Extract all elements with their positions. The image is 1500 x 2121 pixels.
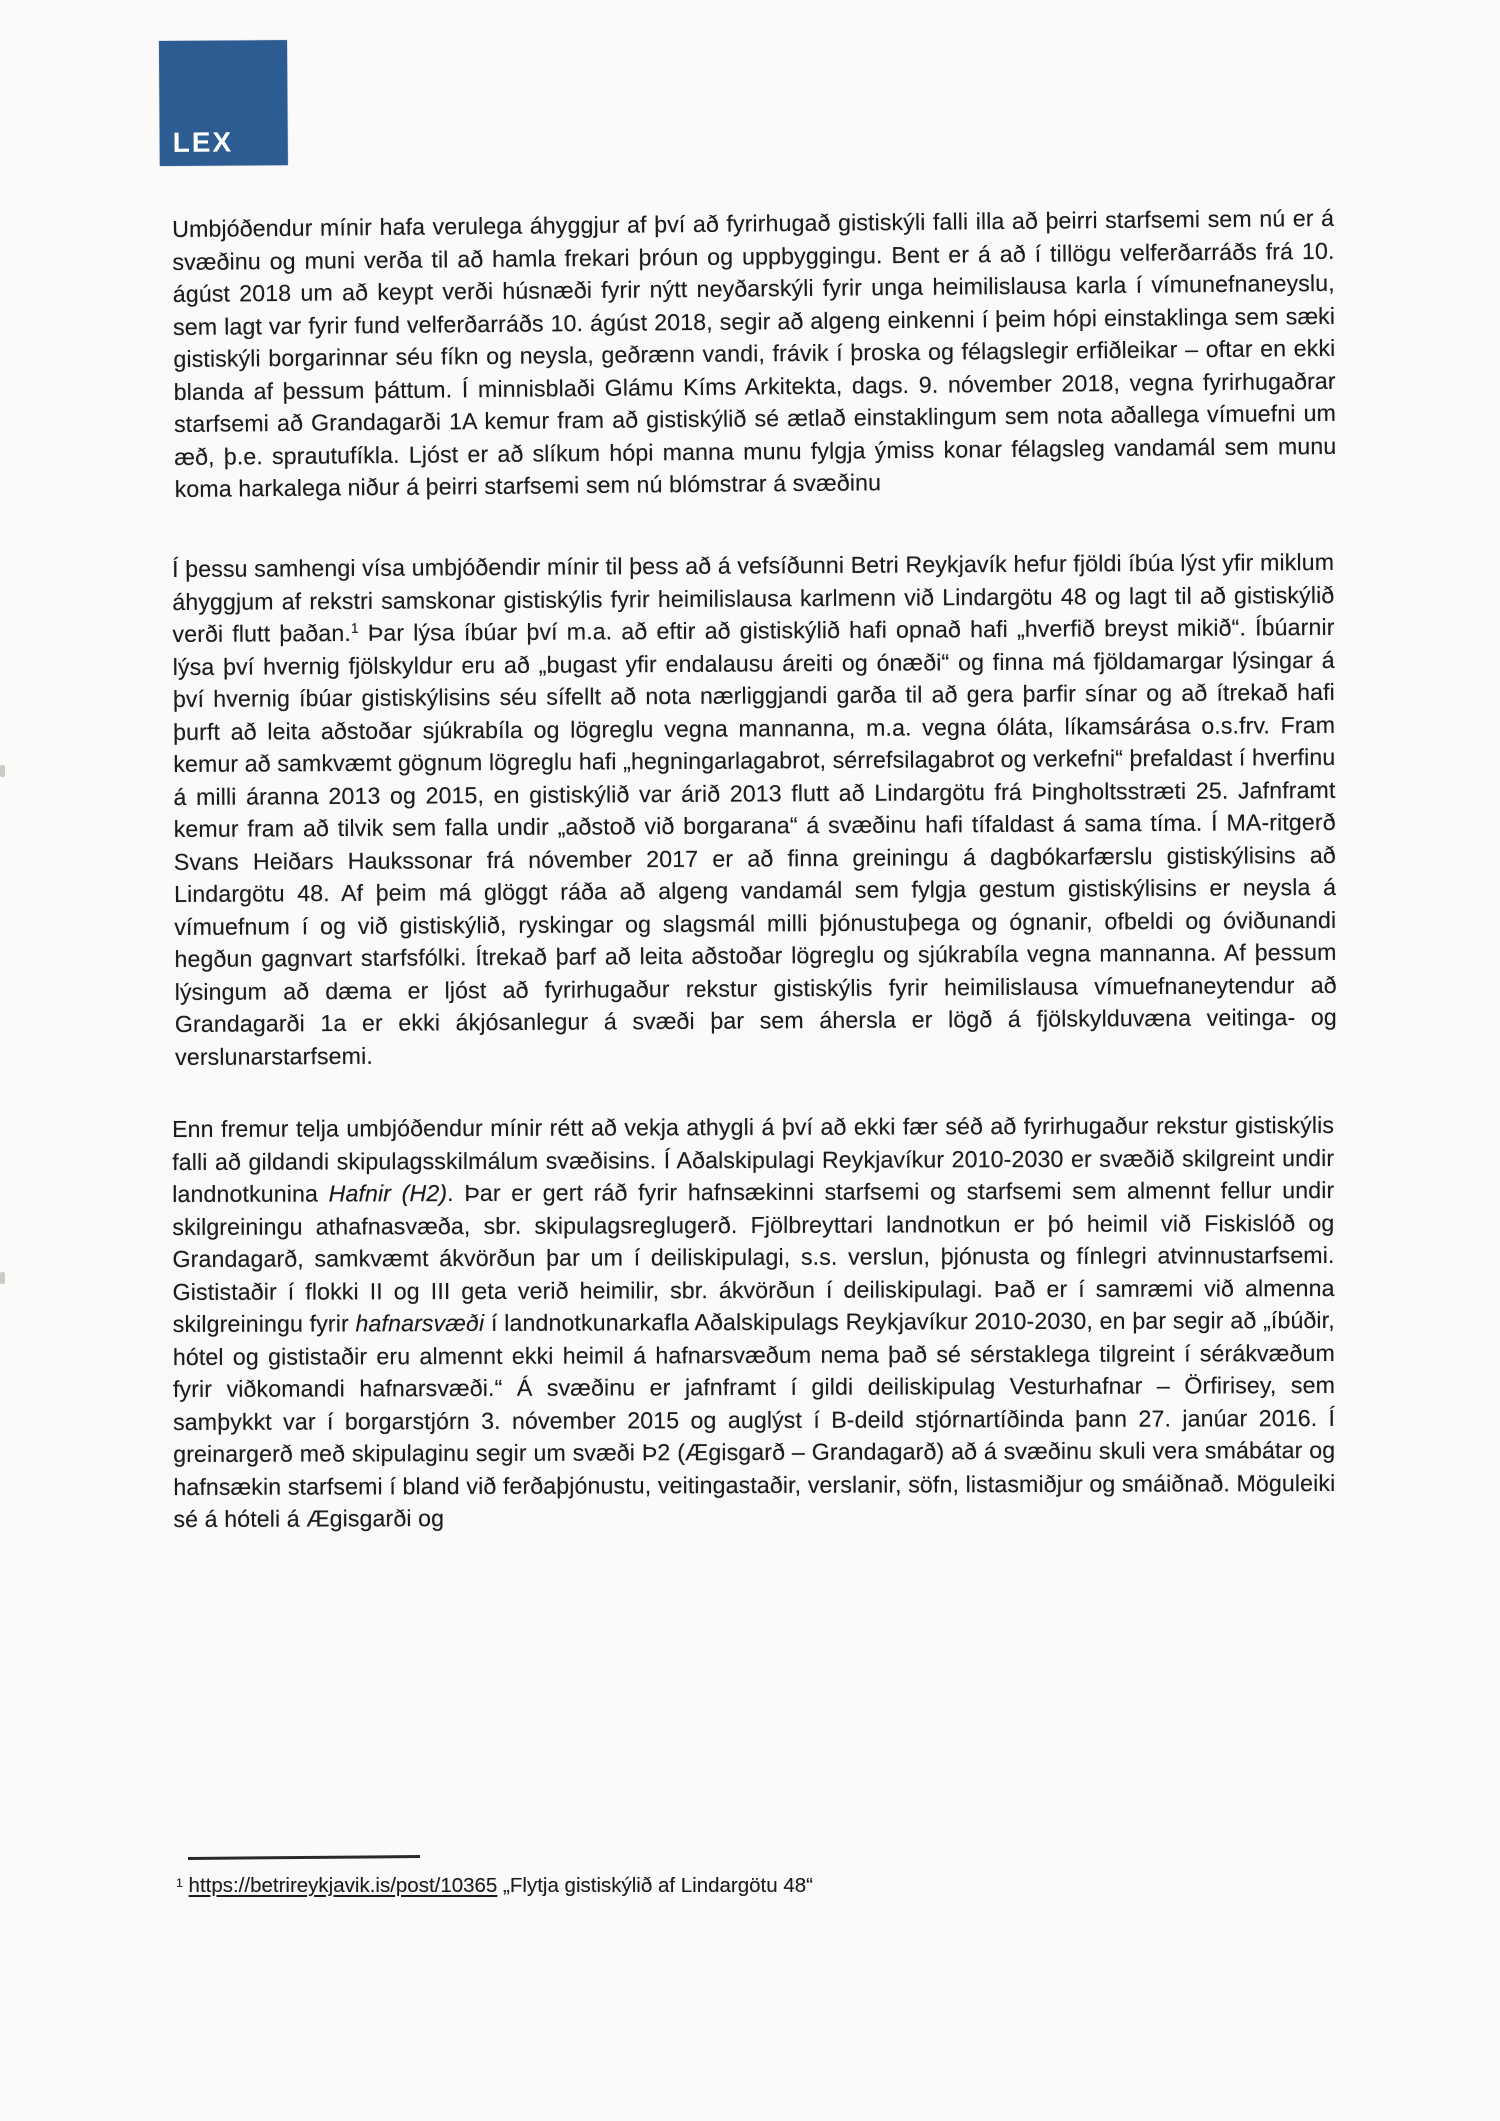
paragraph-3-italic-hafnir: Hafnir (H2) bbox=[328, 1179, 448, 1206]
lex-logo-text: LEX bbox=[172, 126, 234, 158]
paragraph-3-text-c: í landnotkunarkafla Aðalskipulags Reykjavíkur 2010-2030, en þar segir að „íbúðir, hótel og gististaðir eru almennt ekki heimil á hafnarsvæðum nema það sé sérstaklega tilgreint í sérákvæðum fyrir viðkomandi hafnarsvæði.“ Á svæðinu er jafnframt í gildi deiliskipulag Vesturhafnar – Örfirisey, sem samþykkt var í borgarstjórn 3. nóvember 2015 og auglýst í B-deild stjórnartíðinda þann 27. janúar 2016. Í greinargerð með skipulaginu segir um svæði Þ2 (Ægisgarð – Grandagarð) að á svæðinu skuli vera smábátar og hafnsækin starfsemi í bland við ferðaþjónustu, veitingastaðir, verslanir, söfn, listasmiðjur og smáiðnað. Möguleiki sé á hóteli á Ægisgarði og bbox=[172, 1306, 1336, 1532]
paragraph-3-text-b: . Þar er gert ráð fyrir hafnsækinni starfsemi og starfsemi sem almennt fellur undir skilgreiningu athafnasvæða, sbr. skipulagsreglugerð. Fjölbreyttari landnotkun er þó heimil við Fiskislóð og Grandagarð, samkvæmt ákvörðun þar um í deiliskipulagi, s.s. verslun, þjónusta og fínlegri atvinnustarfsemi. Gististaðir í flokki II og III geta verið heimilir, sbr. ákvörðun í deiliskipulagi. Það er í samræmi við almenna skilgreiningu fyrir bbox=[172, 1176, 1335, 1337]
lex-logo bbox=[159, 40, 288, 166]
footnote bbox=[176, 1872, 1276, 1900]
scan-artifact bbox=[0, 1272, 5, 1284]
paragraph-planning bbox=[172, 1108, 1335, 1535]
footnote-label: „Flytja gistiskýlið af Lindargötu 48“ bbox=[497, 1874, 813, 1897]
scan-artifact bbox=[0, 765, 5, 777]
paragraph-2-text-a: Í þessu samhengi vísa umbjóðendir mínir til þess að á vefsíðunni Betri Reykjavík hefur fjöldi íbúa lýst yfir miklum áhyggjum af rekstri samskonar gistiskýlis fyrir heimilislausa karlmenn við Lindargötu 48 og lagt til að gistiskýlið verði flutt þaðan. bbox=[172, 548, 1335, 647]
paragraph-concerns bbox=[172, 202, 1337, 506]
footnote-link[interactable]: https://betrireykjavik.is/post/10365 bbox=[188, 1874, 498, 1897]
paragraph-2-text-b: Þar lýsa íbúar því m.a. að eftir að gistiskýlið hafi opnað hafi „hverfið breyst mikið“. Íbúarnir lýsa því hvernig fjölskyldur eru að „bugast yfir endalausu áreiti og ónæði“ og finna má fjöldamargar lýsingar á því hvernig íbúar gistiskýlisins séu sífellt að nota nærliggjandi garða til að gera þarfir sínar og að ítrekað hafi þurft að leita aðstoðar sjúkrabíla og lögreglu vegna mannanna, m.a. vegna óláta, líkamsárása o.s.frv. Fram kemur að samkvæmt gögnum lögreglu hafi „hegningarlagabrot, sérrefsilagabrot og verkefni“ þrefaldast í hverfinu á milli áranna 2013 og 2015, en gistiskýlið var árið 2013 flutt að Lindargötu frá Þingholtsstræti 25. Jafnframt kemur fram að tilvik sem falla undir „aðstoð við borgarana“ á svæðinu hafi tífaldast á sama tíma. Í MA-ritgerð Svans Heiðars Haukssonar frá nóvember 2017 er að finna greiningu á dagbókarfærslu gistiskýlisins að Lindargötu 48. Af þeim má glöggt ráða að algeng vandamál sem fylgja gestum gistiskýlisins er neysla á vímuefnum í og við gistiskýlið, ryskingar og slagsmál milli þjónustuþega og ógnanir, ofbeldi og óviðunandi hegðun gagnvart starfsfólki. Ítrekað þarf að leita aðstoðar lögreglu og sjúkrabíla vegna mannanna. Af þessum lýsingum að dæma er ljóst að fyrirhugaður rekstur gistiskýlis fyrir heimilislausa vímuefnaneytendur að Grandagarði 1a er ekki ákjósanlegur á svæði þar sem áhersla er lögð á fjölskylduvæna veitinga- og verslunarstarfsemi. bbox=[172, 613, 1337, 1069]
footnote-number: 1 bbox=[176, 1876, 183, 1891]
footnote-reference-1: 1 bbox=[350, 619, 359, 636]
paragraph-3-text-a: Enn fremur telja umbjóðendur mínir rétt að vekja athygli á því að ekki fær séð að fyrirhugaður rekstur gistiskýlis falli að gildandi skipulagsskilmálum svæðisins. Í Aðalskipulagi Reykjavíkur 2010-2030 er svæðið skilgreint undir landnotkunina bbox=[172, 1111, 1335, 1207]
document-body bbox=[172, 204, 1337, 1535]
footnote-separator bbox=[188, 1855, 420, 1860]
paragraph-1-text: Umbjóðendur mínir hafa verulega áhyggjur af því að fyrirhugað gistiskýli falli illa að þeirri starfsemi sem nú er á svæðinu og muni verða til að hamla frekari þróun og uppbyggingu. Bent er á að í tillögu velferðarráðs frá 10. ágúst 2018 um að keypt verði húsnæði fyrir nýtt neyðarskýli fyrir unga heimilislausa karla í vímunefnaneyslu, sem lagt var fyrir fund velferðarráðs 10. ágúst 2018, segir að algeng einkenni í þeim hópi einstaklinga sem sæki gistiskýli borgarinnar séu fíkn og neysla, geðrænn vandi, frávik í þroska og félagslegir erfiðleikar – oftar en ekki blanda af þessum þáttum. Í minnisblaði Glámu Kíms Arkitekta, dags. 9. nóvember 2018, vegna fyrirhugaðrar starfsemi að Grandagarði 1A kemur fram að gistiskýlið sé ætlað einstaklingum sem nota aðallega vímuefni um æð, þ.e. sprautufíkla. Ljóst er að slíkum hópi manna munu fylgja ýmiss konar félagsleg vandamál sem munu koma harkalega niður á þeirri starfsemi sem nú blómstrar á svæðinu bbox=[172, 204, 1337, 502]
paragraph-3-italic-hafnarsvaedi: hafnarsvæði bbox=[355, 1309, 485, 1336]
paragraph-betri-reykjavik bbox=[172, 545, 1337, 1072]
